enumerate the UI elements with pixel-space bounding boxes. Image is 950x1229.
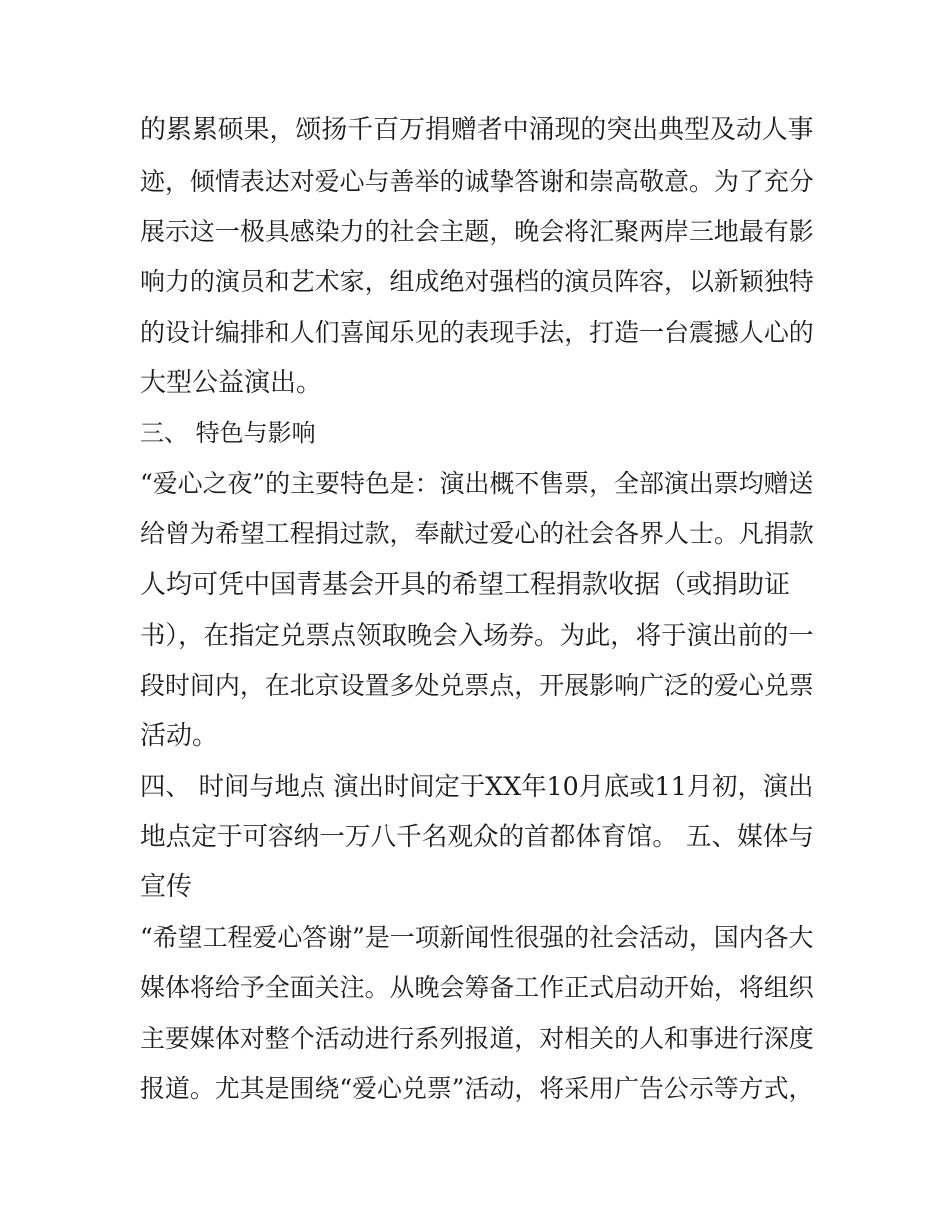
text-line-10: 人均可凭中国青基会开具的希望工程捐款收据（或捐助证 [140, 570, 791, 600]
text-line-13: 活动。 [140, 721, 219, 751]
section-heading-4: 四、 时间与地点 演出时间定于XX年10月底或11月初，演出 [140, 771, 814, 801]
text-line-12: 段时间内，在北京设置多处兑票点，开展影响广泛的爱心兑票 [140, 671, 814, 700]
text-line-8: “爱心之夜”的主要特色是：演出概不售票，全部演出票均赠送 [140, 469, 814, 498]
text-line-20: 报道。尤其是围绕“爱心兑票”活动，将采用广告公示等方式， [140, 1074, 814, 1103]
section-heading-3: 三、 特色与影响 [140, 419, 316, 447]
text-line-6: 大型公益演出。 [140, 368, 323, 398]
text-line-3: 展示这一极具感染力的社会主题，晚会将汇聚两岸三地最有影 [140, 217, 814, 246]
text-line-15: 地点定于可容纳一万八千名观众的首都体育馆。 五、媒体与 [140, 822, 814, 852]
text-line-18: 媒体将给予全面关注。从晚会筹备工作正式启动开始，将组织 [140, 973, 814, 1002]
text-line-2: 迹，倾情表达对爱心与善举的诚挚答谢和崇高敬意。为了充分 [140, 167, 814, 196]
text-line-5: 的设计编排和人们喜闻乐见的表现手法，打造一台震撼人心的 [140, 318, 814, 347]
text-line-11: 书），在指定兑票点领取晚会入场券。为此，将于演出前的一 [140, 620, 814, 650]
text-line-17: “希望工程爱心答谢”是一项新闻性很强的社会活动，国内各大 [140, 923, 814, 952]
text-line-9: 给曾为希望工程捐过款，奉献过爱心的社会各界人士。凡捐款 [140, 519, 814, 548]
text-line-1: 的累累硕果，颂扬千百万捐赠者中涌现的突出典型及动人事 [140, 115, 814, 145]
text-line-4: 响力的演员和艺术家，组成绝对强档的演员阵容，以新颖独特 [140, 267, 814, 296]
text-line-19: 主要媒体对整个活动进行系列报道，对相关的人和事进行深度 [140, 1024, 814, 1053]
text-line-16: 宣传 [140, 872, 193, 902]
